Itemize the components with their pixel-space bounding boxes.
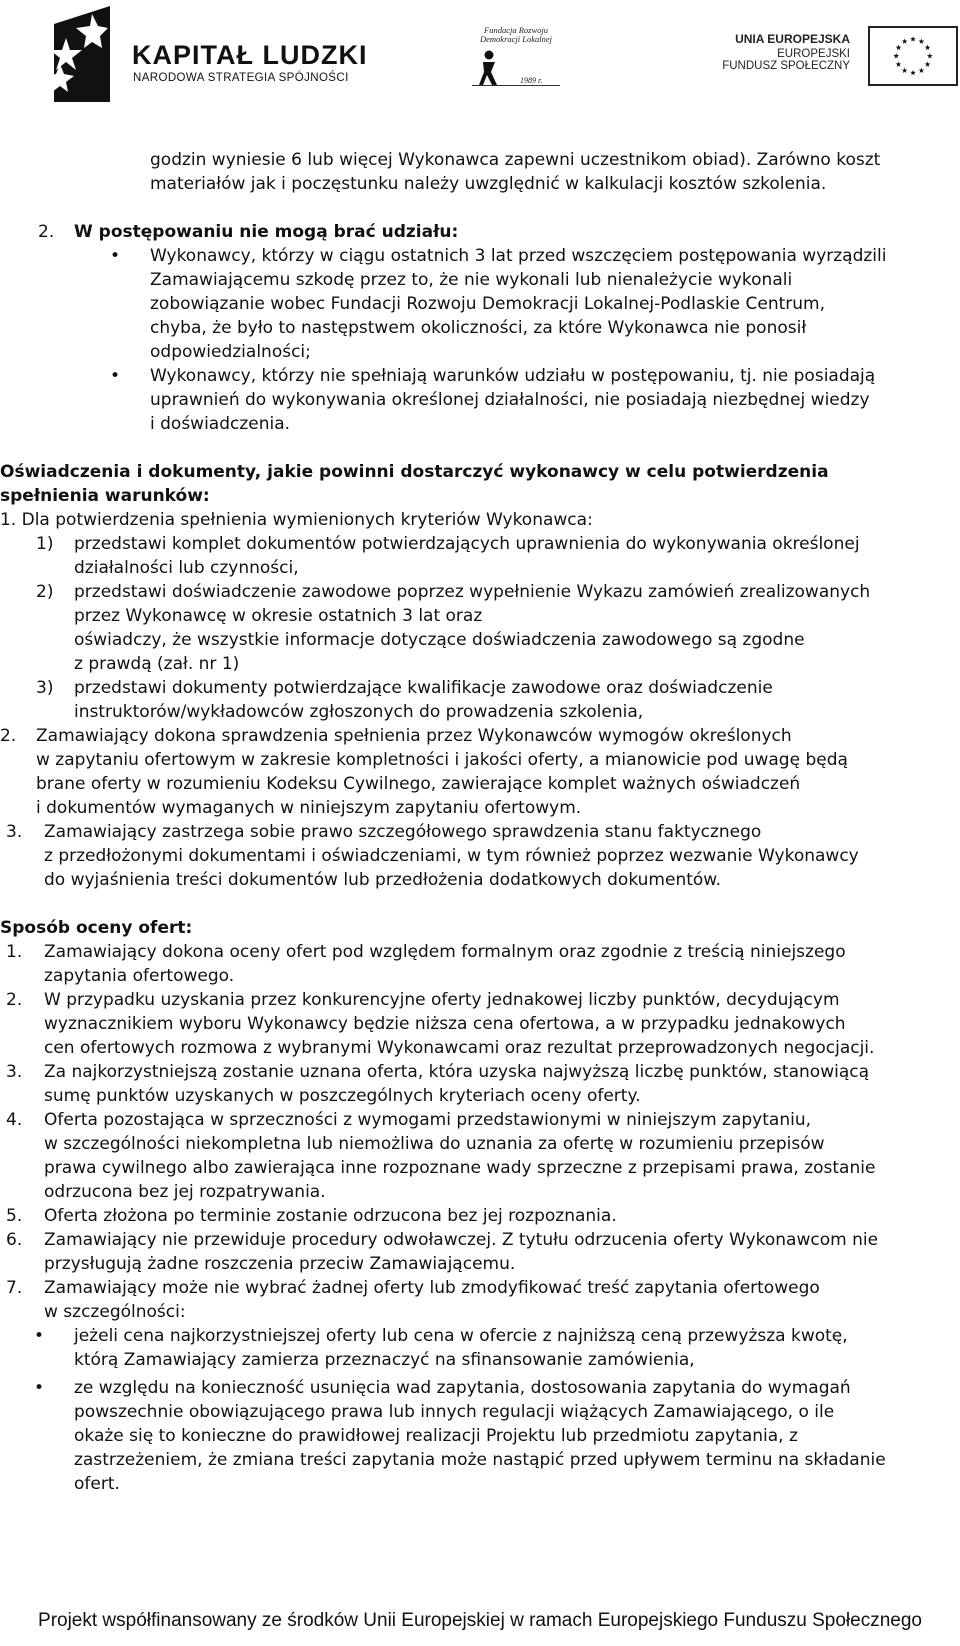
text-line-l03: 2. (38, 222, 55, 242)
eu-star-5 (925, 61, 931, 66)
frdl-logo (472, 20, 562, 92)
text-line-l07: Zamawiającemu szkodę przez to, że nie wykonali lub nienależycie wykonali (150, 270, 793, 290)
text-line-l08: zobowiązanie wobec Fundacji Rozwoju Demokracji Lokalnej-Podlaskie Centrum, (150, 294, 826, 314)
text-line-l21: 2) (36, 582, 54, 602)
text-line-l02: materiałów jak i poczęstunku należy uwzględnić w kalkulacji kosztów szkolenia. (150, 174, 827, 194)
text-line-l26: 3) (36, 678, 54, 698)
eu-star-8 (902, 68, 908, 73)
text-line-l37: do wyjaśnienia treści dokumentów lub przedłożenia dodatkowych dokumentów. (44, 870, 722, 890)
text-line-l38: Sposób oceny ofert: (0, 918, 193, 938)
text-line-l30: Zamawiający dokona sprawdzenia spełnienia przez Wykonawców wymogów określonych (36, 726, 792, 746)
text-line-l23: przez Wykonawcę w okresie ostatnich 3 lat oraz (74, 606, 483, 626)
text-line-l60: Zamawiający może nie wybrać żadnej oferty lub zmodyfikować treść zapytania ofertowego (44, 1278, 820, 1298)
text-line-l20: działalności lub czynności, (74, 558, 299, 578)
eu-star-10 (893, 53, 899, 58)
text-line-l36: z przedłożonymi dokumentami i oświadczeniami, w tym również poprzez wezwanie Wykonawcy (44, 846, 859, 866)
eu-star-9 (896, 61, 902, 66)
text-line-l49: 4. (6, 1110, 23, 1130)
text-line-l56: 6. (6, 1230, 23, 1250)
kapital-ludzki-title: KAPITAŁ LUDZKI (132, 40, 368, 70)
text-line-l54: 5. (6, 1206, 23, 1226)
text-line-l28: instruktorów/wykładowców zgłoszonych do prowadzenia szkolenia, (74, 702, 644, 722)
text-line-l32: brane oferty w rozumieniu Kodeksu Cywilnego, zawierające komplet ważnych oświadczeń (36, 774, 801, 794)
page-footer: Projekt współfinansowany ze środków Unii Europejskiej w ramach Europejskiego Funduszu Społecznego (38, 1610, 922, 1631)
text-line-l59: 7. (6, 1278, 23, 1298)
text-line-l24: oświadczy, że wszystkie informacje dotyczące doświadczenia zawodowego są zgodne (74, 630, 805, 650)
text-line-l10: odpowiedzialności; (150, 342, 311, 362)
kapital-ludzki-logo (46, 6, 366, 102)
text-line-l43: W przypadku uzyskania przez konkurencyjne oferty jednakowej liczby punktów, decydującym (44, 990, 840, 1010)
eu-star-2 (919, 38, 925, 43)
text-line-l46: 3. (6, 1062, 23, 1082)
text-line-l22: przedstawi doświadczenie zawodowe poprzez wypełnienie Wykazu zamówień zrealizowanych (74, 582, 871, 602)
text-line-l29: 2. (0, 726, 17, 746)
text-line-l63: jeżeli cena najkorzystniejszej oferty lub cena w ofercie z najniższą ceną przewyższa kwotę, (74, 1326, 848, 1346)
eu-star-3 (925, 45, 931, 50)
text-line-l14: i doświadczenia. (150, 414, 291, 434)
kapital-ludzki-star-icon (46, 6, 114, 102)
text-line-l55: Oferta złożona po terminie zostanie odrzucona bez jej rozpoznania. (44, 1206, 617, 1226)
text-line-l42: 2. (6, 990, 23, 1010)
text-line-l39: 1. (6, 942, 23, 962)
text-line-l31: w zapytaniu ofertowym w zakresie kompletności i jakości oferty, a mianowicie pod uwagę będą (36, 750, 848, 770)
text-line-l18: 1) (36, 534, 54, 554)
text-line-l45: cen ofertowych rozmowa z wybranymi Wykonawcami oraz rezultat przeprowadzonych negocjacji. (44, 1038, 875, 1058)
text-line-l41: zapytania ofertowego. (44, 966, 235, 986)
frdl-figure-icon (478, 50, 500, 86)
eu-flag-icon (868, 26, 958, 86)
eu-star-11 (896, 45, 902, 50)
text-line-l47: Za najkorzystniejszą zostanie uznana oferta, która uzyska najwyższą liczbę punktów, stanowiącą (44, 1062, 869, 1082)
frdl-year: 1989 r. (520, 76, 543, 85)
eu-star-6 (919, 68, 925, 73)
eu-line1: UNIA EUROPEJSKA (735, 32, 850, 46)
text-line-l67: powszechnie obowiązującego prawa lub innych regulacji wiążących Zamawiającego, o ile (74, 1402, 835, 1422)
text-line-l16: spełnienia warunków: (0, 486, 210, 506)
text-line-l61: w szczególności: (44, 1302, 186, 1322)
frdl-underline (472, 85, 560, 86)
text-line-l62: • (34, 1326, 45, 1346)
text-line-l50: Oferta pozostająca w sprzeczności z wymogami przedstawionymi w niniejszym zapytaniu, (44, 1110, 812, 1130)
text-line-l13: uprawnień do wykonywania określonej działalności, nie posiadają niezbędnej wiedzy (150, 390, 870, 410)
eu-line3: FUNDUSZ SPOŁECZNY (722, 60, 850, 72)
text-line-l40: Zamawiający dokona oceny ofert pod względem formalnym oraz zgodnie z treścią niniejszego (44, 942, 846, 962)
text-line-l19: przedstawi komplet dokumentów potwierdzających uprawnienia do wykonywania określonej (74, 534, 860, 554)
text-line-l68: okaże się to konieczne do prawidłowej realizacji Projektu lub przedmiotu zapytania, z (74, 1426, 798, 1446)
text-line-l70: ofert. (74, 1474, 120, 1494)
eu-line2-3 (722, 48, 850, 72)
page-header (0, 0, 960, 105)
text-line-l58: przysługują żadne roszczenia przeciw Zamawiającemu. (44, 1254, 516, 1274)
text-line-l34: 3. (6, 822, 23, 842)
text-line-l52: prawa cywilnego albo zawierająca inne rozpoznane wady sprzeczne z przepisami prawa, zostanie (44, 1158, 876, 1178)
text-line-l44: wyznacznikiem wyboru Wykonawcy będzie niższa cena ofertowa, a w przypadku jednakowych (44, 1014, 846, 1034)
text-line-l35: Zamawiający zastrzega sobie prawo szczegółowego sprawdzenia stanu faktycznego (44, 822, 762, 842)
text-line-l64: którą Zamawiający zamierza przeznaczyć na sfinansowanie zamówienia, (74, 1350, 695, 1370)
frdl-name: Fundacja Rozwoju Demokracji Lokalnej (480, 25, 552, 44)
eu-star-4 (927, 53, 933, 58)
kapital-ludzki-subtitle: NARODOWA STRATEGIA SPÓJNOŚCI (133, 72, 349, 84)
text-line-l51: w szczególności niekompletna lub niemożliwa do uznania za ofertę w rozumieniu przepisów (44, 1134, 825, 1154)
text-line-l33: i dokumentów wymaganych w niniejszym zapytaniu ofertowym. (36, 798, 582, 818)
text-line-l48: sumę punktów uzyskanych w poszczególnych kryteriach oceny oferty. (44, 1086, 641, 1106)
eu-star-12 (902, 38, 908, 43)
text-line-l27: przedstawi dokumenty potwierdzające kwalifikacje zawodowe oraz doświadczenie (74, 678, 773, 698)
text-line-l11: • (110, 366, 121, 386)
text-line-l06: Wykonawcy, którzy w ciągu ostatnich 3 lat przed wszczęciem postępowania wyrządzili (150, 246, 887, 266)
eu-line2: EUROPEJSKI (777, 48, 850, 60)
text-line-l01: godzin wyniesie 6 lub więcej Wykonawca zapewni uczestnikom obiad). Zarówno koszt (150, 150, 881, 170)
text-line-l09: chyba, że było to następstwem okoliczności, za które Wykonawca nie ponosił (150, 318, 807, 338)
text-line-l57: Zamawiający nie przewiduje procedury odwoławczej. Z tytułu odrzucenia oferty Wykonawcom nie (44, 1230, 879, 1250)
text-line-l69: zastrzeżeniem, że zmiana treści zapytania może nastąpić przed upływem terminu na składanie (74, 1450, 886, 1470)
text-line-l66: ze względu na konieczność usunięcia wad zapytania, dostosowania zapytania do wymagań (74, 1378, 851, 1398)
eu-star-1 (910, 36, 916, 41)
text-line-l12: Wykonawcy, którzy nie spełniają warunków udziału w postępowaniu, tj. nie posiadają (150, 366, 876, 386)
text-line-l15: Oświadczenia i dokumenty, jakie powinni dostarczyć wykonawcy w celu potwierdzenia (0, 462, 829, 482)
text-line-l05: • (110, 246, 121, 266)
text-line-l25: z prawdą (zał. nr 1) (74, 654, 240, 674)
eu-star-7 (910, 70, 916, 75)
eu-logo (722, 26, 960, 86)
text-line-l04: W postępowaniu nie mogą brać udziału: (74, 222, 459, 242)
text-line-l53: odrzucona bez jej rozpatrywania. (44, 1182, 326, 1202)
text-line-l17: 1. Dla potwierdzenia spełnienia wymienionych kryteriów Wykonawca: (0, 510, 593, 530)
text-line-l65: • (34, 1378, 45, 1398)
